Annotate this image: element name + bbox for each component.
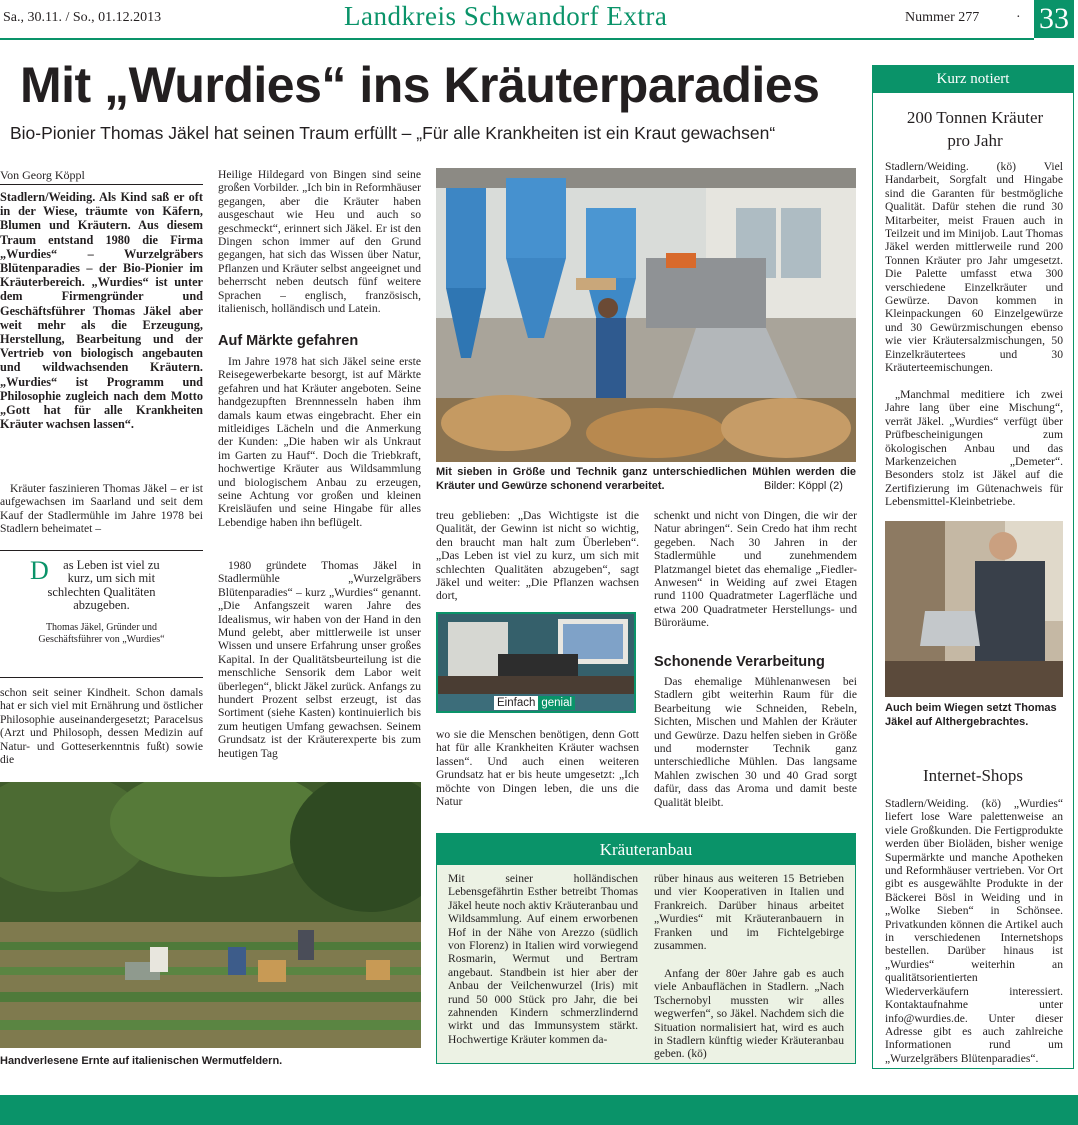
ad-drawing — [438, 614, 636, 694]
lead-paragraph: Stadlern/Weiding. Als Kind saß er oft in der Wiese, träumte von Käfern, Blumen und Kräutern. Aus diesem Traum entstand 1980 die Firma „Wurdies“ – Wurzelgräbers Blütenparadies – der Bio-Pionier im Kräuterbereich. „Wurdies“ ist unter dem Firmengründer und Geschäftsführer Thomas Jäkel aber weit mehr als die Erzeugung, Herstellung, Bearbeitung und der Vertrieb von biologisch angebauten und wildwachsenden Kräutern. „Wurdies“ ist Programm und Philosophie zugleich nach dem Motto „Gott hat für alle Krankheiten Kräuter wachsen lassen“. — [0, 190, 203, 432]
sidebar-heading-1: 200 Tonnen Kräuter pro Jahr — [906, 108, 1044, 150]
pull-quote-text — [30, 556, 173, 613]
mills-caption-text: Mit sieben in Größe und Technik ganz unterschiedlichen Mühlen werden die Kräuter und Gewürze schonend verarbeitet. — [436, 466, 856, 492]
col3-paragraph-2: wo sie die Menschen benötigen, denn Gott hat für alle Krankheiten Kräuter wachsen lassen“. Und auch einen weiteren Grundsatz hat er bis heute umgesetzt: „Ich möchte von Dingen leben, die uns die Natur — [436, 728, 639, 809]
field-photo — [0, 782, 421, 1048]
infobox-right-1: rüber hinaus aus weiteren 15 Betrieben und vier Kooperativen in Italien und Frankreich. Darüber hinaus arbeitet „Wurdies“ mit Kräuteranbauern in Franken und im Fichtelgebirge zusammen. — [654, 872, 844, 953]
sidebar-item1-p1: Stadlern/Weiding. (kö) Viel Handarbeit, Sorgfalt und Hingabe sind die Garanten für bestmögliche Qualität. Dafür stehen die rund 30 Mitarbeiter, meist Frauen auch in Teilzeit und im Minijob. Laut Thomas Jäkel werden mittlerweile rund 200 Tonnen Kräuter pro Jahr umgesetzt. Die Palette umfasst etwa 300 verschiedene Einzelkräuter und Gewürze. Davon kommen in Kleinpackungen 60 Einzelgewürze und 30 Gewürzmischungen ebenso wie vier Kräutersalzmischungen, 50 Einzelkräutertees und 30 Kräuterteemischungen. — [885, 160, 1063, 375]
ad-word2: genial — [538, 696, 575, 710]
heading-verarbeitung: Schonende Verarbeitung — [654, 654, 825, 670]
col2-paragraph-3: 1980 gründete Thomas Jäkel in Stadlermühle „Wurzelgräbers Blütenparadies“ – kurz „Wurdies“ genannt. „Die Anfangszeit waren Jahre des Idealismus, wir haben von der Hand in den Mund gelebt, aber mittlerweile ist unser Wissen und unsere Erfahrung unser großes Kapital. In der Qualitätsbeurteilung ist die menschliche Sensorik dem Labor weit überlegen“, blickt Jäkel zurück. Anfangs zu hundert Prozent selbst erzeugt, ist das Sortiment (siehe Kasten) kontinuierlich bis zum heutigen Umfang gewachsen. Seinem Grundsatz ist der Kräuterexperte bis zum heutigen Tag — [218, 559, 421, 760]
col4-paragraph-2: Das ehemalige Mühlenanwesen bei Stadlern gibt weiterhin Raum für die Bearbeitung wie Schneiden, Rebeln, Sichten, Mischen und Mahlen der Kräuter und Gewürze. Dazu helfen sieben in Größe und modernster Technik ganz unterschiedliche Mühlen. Das langsame Mahlen zwischen 30 und 40 Grad sorgt dafür, dass das Aroma und damit beste Qualität bleibt. — [654, 675, 857, 809]
byline-rule — [0, 184, 203, 185]
col3-paragraph-1: treu geblieben: „Das Wichtigste ist die Qualität, der Gewinn ist nicht so wichtig, den braucht man halt zum Überleben“. „Das Leben ist viel zu kurz, um sich mit schlechten Qualitäten abzugeben“, sagt Jäkel und weiter: „Die Pflanzen wachsen dort, — [436, 509, 639, 603]
field-caption: Handverlesene Ernte auf italienischen Wermutfeldern. — [0, 1055, 283, 1067]
heading-maerkte: Auf Märkte gefahren — [218, 333, 359, 349]
photo-credit: Bilder: Köppl (2) — [764, 480, 843, 492]
byline: Von Georg Köppl — [0, 168, 85, 182]
sidebar-item1-p2: „Manchmal meditiere ich zwei Jahre lang über eine Mischung“, verrät Jäkel. „Wurdies“ verfügt über Prüfbescheinigungen zum ökologischen Anbau und das Markenzeichen „Demeter“. Besonders stolz ist Jäkel auf die Zertifizierung im Gütenachweis für Lebensmittel-Kleinbetriebe. — [885, 388, 1063, 509]
field-photo-drawing — [0, 782, 421, 1048]
ad-image[interactable] — [436, 612, 636, 713]
pull-quote — [0, 550, 203, 678]
col1-paragraph-2: schon seit seiner Kindheit. Schon damals hat er sich viel mit Ernährung und östlicher Philosophie auseinandergesetzt; Paracelsus (Arzt und Philosoph, dessen Medizin auf Natur- und Gotteserkenntnis fußt) sowie die — [0, 686, 203, 767]
pull-quote-source: Thomas Jäkel, Gründer und Geschäftsführer von „Wurdies“ — [38, 621, 165, 645]
ad-slogan — [494, 697, 575, 709]
mills-photo-drawing — [436, 168, 856, 462]
infobox-title: Kräuteranbau — [437, 834, 855, 865]
header-date: Sa., 30.11. / So., 01.12.2013 — [3, 10, 162, 25]
header-rule — [0, 38, 1034, 40]
mills-photo — [436, 168, 856, 462]
article-title: Mit „Wurdies“ ins Kräuterparadies — [20, 57, 820, 113]
weighing-photo-drawing — [885, 521, 1063, 697]
page-number: 33 — [1034, 0, 1074, 38]
col4-paragraph-1: schenkt und nicht von Dingen, die wir der Natur abringen“. Sein Credo hat ihm recht gegeben. Nach 30 Jahren in der Stadlermühle und zunehmendem Platzmangel bietet das ehemalige „Fiedler-Anwesen“ in Weiding auf zwei Etagen rund 1100 Quadratmeter Lagerfläche und etwa 200 Quadratmeter Herstellungs- und Büroräume. — [654, 509, 857, 630]
col1-paragraph-1: Kräuter faszinieren Thomas Jäkel – er ist aufgewachsen im Saarland und seit dem Kauf der Stadlermühle im Jahre 1978 bei Stadlern beheimatet – — [0, 482, 203, 536]
weighing-photo — [885, 521, 1063, 697]
sidebar-heading-2: Internet-Shops — [922, 766, 1024, 785]
infobox-kraeuteranbau — [436, 833, 856, 1064]
sidebar-title: Kurz notiert — [873, 66, 1073, 93]
infobox-right-2: Anfang der 80er Jahre gab es auch viele Anbauflächen in Stadlern. „Nach Tschernobyl mussten wir alles wegwerfen“, so Jäkel. Nachdem sich die Situation normalisiert hat, wird es auch in Stadlern künftig wieder Kräuteranbau geben. (kö) — [654, 967, 844, 1061]
ad-word1: Einfach — [494, 696, 538, 710]
quote-body: as Leben ist viel zu kurz, um sich mit schlechten Qualitäten abzugeben. — [47, 558, 160, 613]
article-subtitle: Bio-Pionier Thomas Jäkel hat seinen Traum erfüllt – „Für alle Krankheiten ist ein Kraut gewachsen“ — [10, 123, 776, 143]
weighing-caption: Auch beim Wiegen setzt Thomas Jäkel auf Althergebrachtes. — [885, 702, 1057, 728]
issue-number: Nummer 277 — [905, 10, 980, 25]
infobox-left: Mit seiner holländischen Lebensgefährtin Esther betreibt Thomas Jäkel heute noch aktiv Kräuteranbau und Wildsammlung. Auf einem erworbenen Hof in der Nähe von Arezzo (südlich von Florenz) in Italien wird vorwiegend Rosmarin, Wermut und Bertram angebaut. Standbein ist hier aber der Anbau der Veilchenwurzel (Iris) mit rund 50 000 Stück pro Jahr, die bei zahnenden Kindern schmerzlindernd wirkt und das Immunsystem stärkt. Hochwertige Kräuter kommen da- — [448, 872, 638, 1046]
footer-bar — [0, 1095, 1078, 1125]
header-dot: · — [1016, 10, 1021, 25]
section-title: Landkreis Schwandorf Extra — [344, 1, 668, 31]
sidebar-item2-p1: Stadlern/Weiding. (kö) „Wurdies“ liefert lose Ware palettenweise an viele Großkunden. Die Fertigprodukte werden über Bioläden, bisher wenige Supermärkte und manche Apotheken und Reformhäuser vertrieben. Vor Ort gibt es ausgewählte Produkte in der Bäckerei Bösl in Weiding und in „Wolke Sieben“ in Schönsee. Privatkunden können die Artikel auch in verschiedenen Internetshops bestellen. Darüber hinaus ist „Wurdies“ weiterhin an qualitätsorientierten Wiederverkäufern interessiert. Kontaktaufnahme unter info@wurdies.de. Unter dieser Adresse gibt es auch zahlreiche Informationen rund um „Wurzelgräbers Blütenparadies“. — [885, 797, 1063, 1065]
col2-paragraph-2: Im Jahre 1978 hat sich Jäkel seine erste Reisegewerbekarte besorgt, ist auf Märkte gefahren und hat Kräuter angeboten. Seine handgezupften Brennnesseln haben ihm damals kaum etwas eingebracht. Eher ein mitleidiges Lächeln und die Anmerkung der Kunden: „Die haben wir als Unkraut im Garten zu Hauf“. Doch die Triebkraft, hochwertige Kräuter aus Wildsammlung und biologischem Anbau zu erzeugen, seine Achtung vor großen und kleinen Kreisläufen und seine Hingabe für alles Lebendige haben ihn beflügelt. — [218, 355, 421, 529]
col2-paragraph-1: Heilige Hildegard von Bingen sind seine großen Vorbilder. „Ich bin in Reformhäuser gegangen, aber die Kräuter haben ausgeschaut wie Heu und auch so geschmeckt“, erinnert sich Jäkel. Er ist den Dingen schon immer auf den Grund gegangen, hat sich das Wissen über Natur, Pflanzen und Kräuter selbst angeeignet und beherrscht neben deutsch fünf weitere Sprachen – englisch, französisch, italienisch, holländisch und Latein. — [218, 168, 421, 316]
quote-initial: D — [30, 556, 49, 585]
sidebar-kurz-notiert — [872, 65, 1074, 1069]
